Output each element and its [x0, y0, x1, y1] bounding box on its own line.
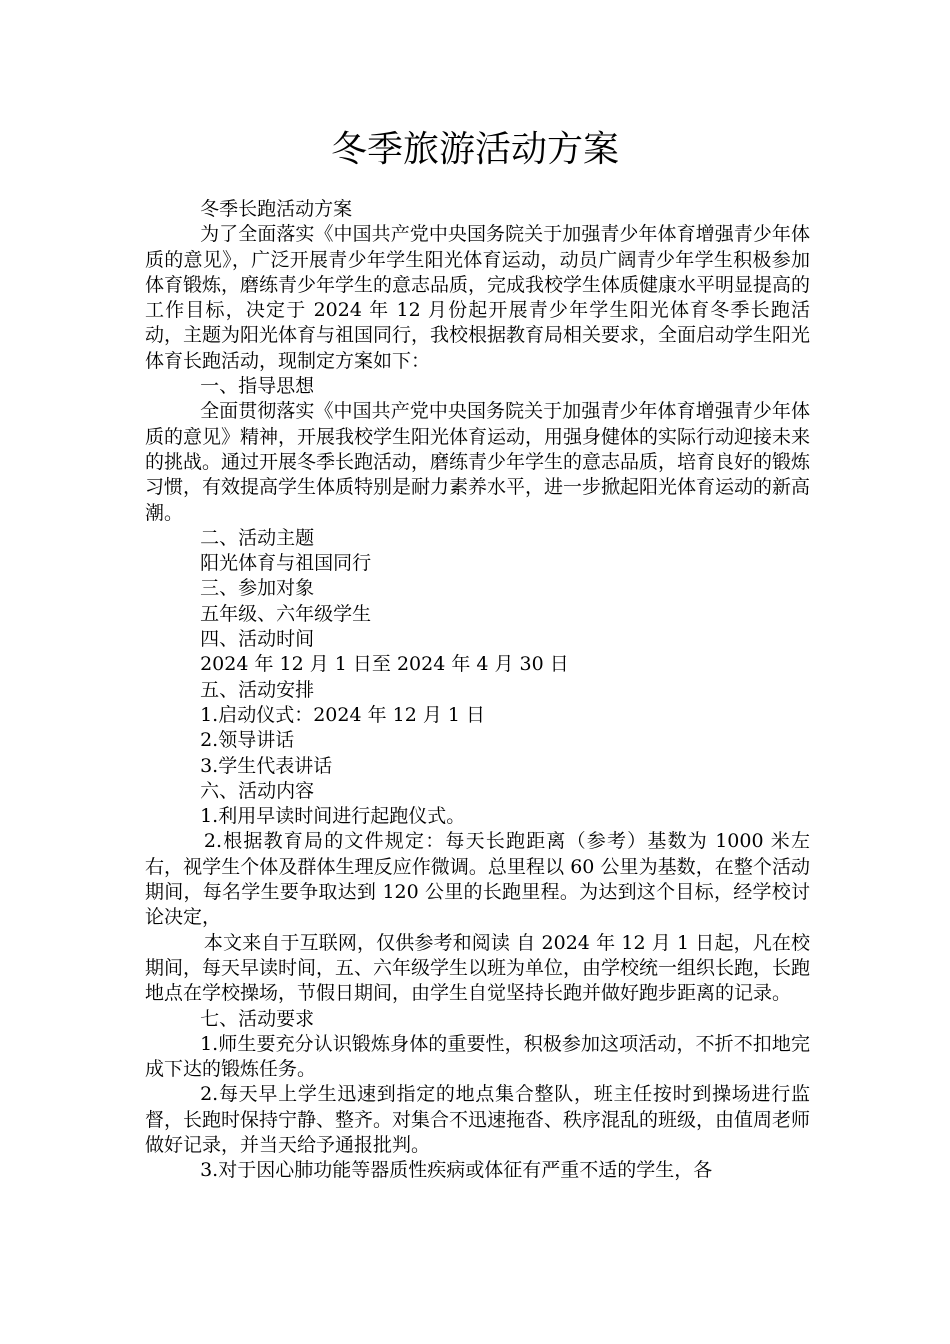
document-body	[145, 197, 810, 1184]
section-heading-5: 五、活动安排	[200, 678, 315, 701]
paragraph-guiding-idea: 全面贯彻落实《中国共产党中央国务院关于加强青少年体育增强青少年体质的意见》精神，开展我校学生阳光体育运动，用强身健体的实际行动迎接未来的挑战。通过开展冬季长跑活动，磨练青少年学生的意志品质，培育良好的锻炼习惯，有效提高学生体质特别是耐力素养水平，进一步掀起阳光体育运动的新高潮。	[145, 400, 811, 524]
section-heading-6: 六、活动内容	[200, 779, 315, 802]
document-title: 冬季旅游活动方案	[330, 129, 619, 170]
list-item-content-2: 2.根据教育局的文件规定：每天长跑距离（参考）基数为 1000 米左右，视学生个体及群体生理反应作微调。总里程以 60 公里为基数，在整个活动期间，每名学生要争取达到 120 公里的长跑里程。为达到这个目标，经学校讨论决定，	[145, 830, 810, 929]
section-heading-2: 二、活动主题	[200, 526, 315, 549]
paragraph-intro: 为了全面落实《中国共产党中央国务院关于加强青少年体育增强青少年体质的意见》，广泛开展青少年学生阳光体育运动，动员广阔青少年学生积极参加体育锻炼，磨练青少年学生的意志品质，完成我校学生体质健康水平明显提高的工作目标，决定于 2024 年 12 月份起开展青少年学生阳光体育冬季长跑活动，主题为阳光体育与祖国同行，我校根据教育局相关要求，全面启动学生阳光体育长跑活动，现制定方案如下：	[145, 223, 811, 372]
paragraph-time: 2024 年 12 月 1 日至 2024 年 4 月 30 日	[200, 653, 569, 676]
list-item-arrangement-2: 2.领导讲话	[200, 729, 295, 752]
list-item-arrangement-1: 1.启动仪式：2024 年 12 月 1 日	[200, 703, 486, 726]
paragraph-subtitle: 冬季长跑活动方案	[200, 198, 353, 220]
list-item-requirement-3: 3.对于因心肺功能等器质性疾病或体征有严重不适的学生，各	[200, 1159, 713, 1182]
list-item-requirement-2: 2.每天早上学生迅速到指定的地点集合整队，班主任按时到操场进行监督，长跑时保持宁静、整齐。对集合不迅速拖沓、秩序混乱的班级，由值周老师做好记录，并当天给予通报批判。	[145, 1083, 811, 1156]
list-item-requirement-1: 1.师生要充分认识锻炼身体的重要性，积极参加这项活动，不折不扣地完成下达的锻炼任务。	[145, 1032, 810, 1081]
list-item-arrangement-3: 3.学生代表讲话	[200, 754, 333, 777]
paragraph-theme: 阳光体育与祖国同行	[200, 552, 372, 575]
paragraph-participants: 五年级、六年级学生	[200, 602, 372, 625]
section-heading-4: 四、活动时间	[200, 628, 315, 651]
section-heading-7: 七、活动要求	[200, 1007, 315, 1030]
section-heading-1: 一、指导思想	[200, 375, 315, 398]
paragraph-source-note: 本文来自于互联网，仅供参考和阅读 自 2024 年 12 月 1 日起，凡在校期间，每天早读时间，五、六年级学生以班为单位，由学校统一组织长跑，长跑地点在学校操场，节假日期间，由学生自觉坚持长跑并做好跑步距离的记录。	[145, 931, 811, 1005]
section-heading-3: 三、参加对象	[200, 577, 315, 600]
list-item-content-1: 1.利用早读时间进行起跑仪式。	[200, 805, 466, 828]
